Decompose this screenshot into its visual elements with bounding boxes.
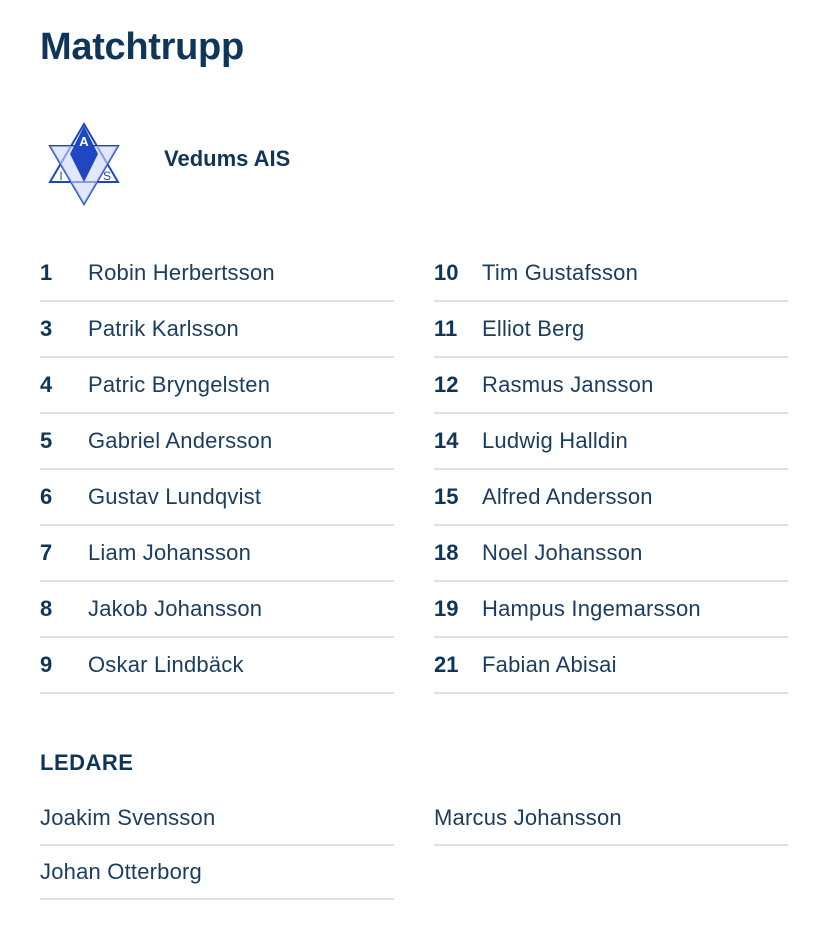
player-row[interactable]	[40, 470, 394, 526]
leader-name: Joakim Svensson	[40, 805, 216, 830]
player-number: 18	[434, 540, 459, 565]
player-name: Fabian Abisai	[482, 652, 617, 677]
player-number: 19	[434, 596, 459, 621]
svg-text:A: A	[79, 134, 89, 149]
player-name: Rasmus Jansson	[482, 372, 654, 397]
svg-text:S: S	[102, 169, 112, 183]
player-name: Jakob Johansson	[88, 596, 263, 621]
player-name: Ludwig Halldin	[482, 428, 628, 453]
player-name: Gabriel Andersson	[88, 428, 273, 453]
player-row[interactable]	[434, 302, 788, 358]
player-row[interactable]	[40, 414, 394, 470]
player-name: Oskar Lindbäck	[88, 652, 244, 677]
player-row[interactable]	[40, 582, 394, 638]
player-number: 9	[40, 652, 53, 677]
player-row[interactable]	[434, 638, 788, 694]
player-row[interactable]	[434, 470, 788, 526]
player-roster	[40, 246, 788, 694]
player-name: Gustav Lundqvist	[88, 484, 262, 509]
player-name: Hampus Ingemarsson	[482, 596, 701, 621]
player-name: Tim Gustafsson	[482, 260, 639, 285]
player-row[interactable]	[40, 302, 394, 358]
player-number: 15	[434, 484, 459, 509]
player-row[interactable]	[434, 582, 788, 638]
player-name: Alfred Andersson	[482, 484, 653, 509]
player-row[interactable]	[434, 526, 788, 582]
page-title: Matchtrupp	[40, 26, 244, 68]
leaders-heading: LEDARE	[40, 750, 134, 775]
player-row[interactable]	[40, 358, 394, 414]
player-name: Robin Herbertsson	[88, 260, 275, 285]
player-row[interactable]	[40, 638, 394, 694]
team-logo-icon	[44, 120, 124, 210]
leader-name: Marcus Johansson	[434, 805, 622, 830]
player-number: 21	[434, 652, 459, 677]
player-number: 4	[40, 372, 53, 397]
svg-text:I: I	[59, 169, 63, 183]
player-number: 11	[434, 316, 458, 341]
player-name: Noel Johansson	[482, 540, 643, 565]
player-row[interactable]	[40, 246, 394, 302]
player-name: Liam Johansson	[88, 540, 252, 565]
player-number: 8	[40, 596, 53, 621]
player-number: 1	[40, 260, 53, 285]
leaders-column-left	[40, 792, 394, 900]
roster-column-left	[40, 246, 394, 694]
player-row[interactable]	[434, 414, 788, 470]
leader-name: Johan Otterborg	[40, 859, 202, 884]
player-number: 7	[40, 540, 53, 565]
player-name: Elliot Berg	[482, 316, 585, 341]
leader-row[interactable]	[40, 792, 394, 846]
player-number: 14	[434, 428, 459, 453]
team-name: Vedums AIS	[164, 146, 291, 171]
player-row[interactable]	[434, 358, 788, 414]
leaders-column-right	[434, 792, 788, 900]
player-row[interactable]	[40, 526, 394, 582]
player-number: 10	[434, 260, 459, 285]
team-header[interactable]	[44, 120, 444, 210]
player-number: 5	[40, 428, 53, 453]
player-number: 12	[434, 372, 459, 397]
player-number: 6	[40, 484, 53, 509]
player-row[interactable]	[434, 246, 788, 302]
player-name: Patrik Karlsson	[88, 316, 239, 341]
leader-row[interactable]	[434, 792, 788, 846]
leaders-list	[40, 792, 788, 900]
player-name: Patric Bryngelsten	[88, 372, 271, 397]
leader-row[interactable]	[40, 846, 394, 900]
roster-column-right	[434, 246, 788, 694]
player-number: 3	[40, 316, 53, 341]
